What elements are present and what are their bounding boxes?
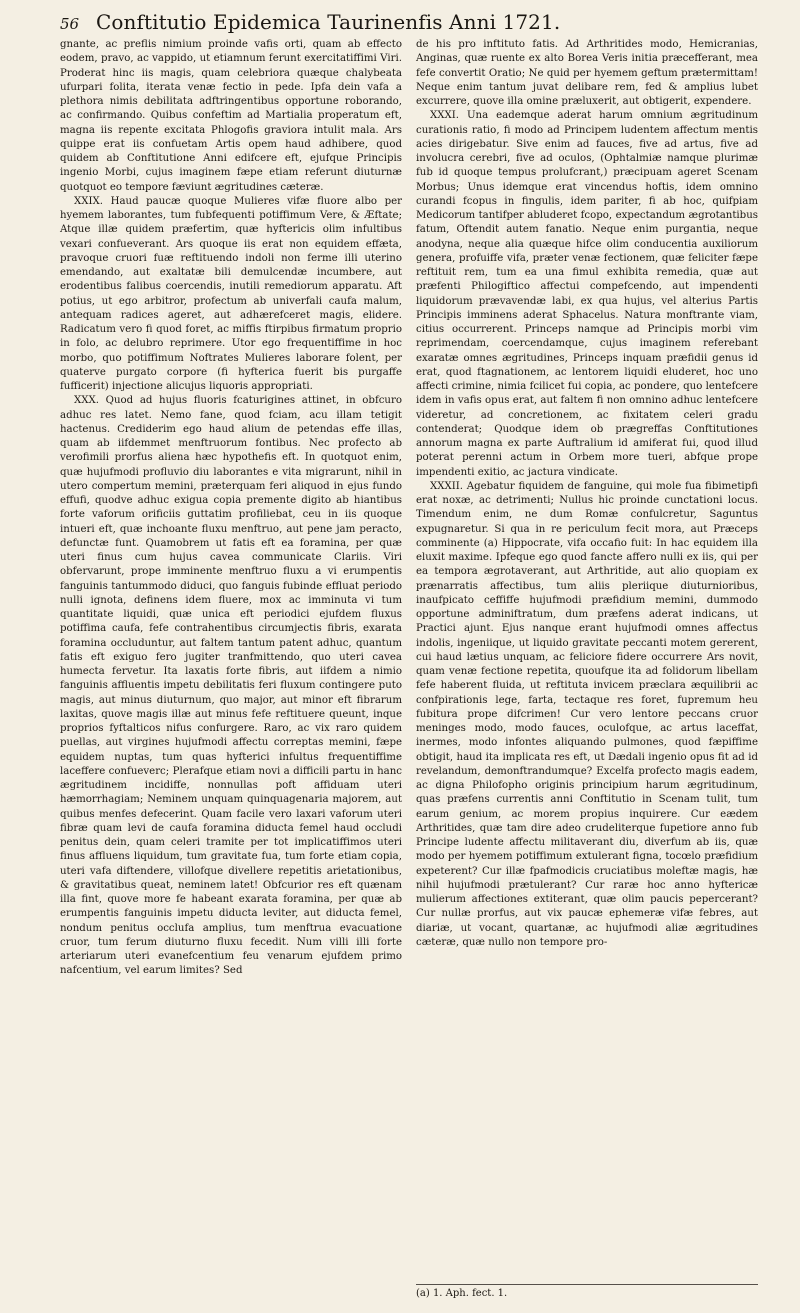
page-number: 56 — [60, 15, 80, 33]
right-column — [416, 38, 758, 950]
left-column — [60, 38, 402, 979]
paragraph-xxxii: XXXII. Agebatur fiquidem de fanguine, qui mole fua fibimetipfi erat noxæ, ac detrimenti; Nullus hic proinde cunctationi locus. Timendum enim, ne dum Romæ confulcretur, Saguntus expugnaretur. Si qua in re periculum fecit mora, aut Præceps comminente (a) Hippocrate, vifa occafio fuit: In hac equidem illa eluxit maxime. Ipfeque ego quod fancte affero nulli ex iis, qui per ea tempora ægrotaverant, aut Arthritide, aut alio quopiam ex prænarratis affectibus, tum aliis pleriique diuturnioribus, inaufpicato ceffiffe hujufmodi præfidium memini, dummodo opportune adminiftratum, dum præfens aderat indicans, ut Practici ajunt. Ejus nanque erant hujufmodi omnes affectus indolis, ingeniique, ut liquido gravitate peccanti motem gererent, cui haud lætius unquam, ac feliciore fidere occurrere Ars novit, quam venæ fectione repetita, quoufque ita ad folidorum libellam fefe haberent fluida, ut reftituta invicem præclara æquilibrii ac confpirationis lege, farta, tectaque res foret, fupremum heu fubitura prope difcrimen! Cur vero lentore peccans cruor meninges modo, modo fauces, oculofque, ac artus laceffat, inermes, modo infontes aliquando pulmones, quod fæpiffime obtigit, haud ita implicata res eft, ut Dædali ingenio opus fit ad id revelandum, demonftrandumque? Excelfa profecto magis eadem, ac digna Philofopho originis principium harum ægritudinum, quas præfens currentis anni Conftitutio in Scenam tulit, tum earum genium, ac morem propius inquirere. Cur eædem Arthritides, quæ tam dire adeo crudeliterque fupetiore anno fub Principe ludente affectu militaverant diu, diverfum ab iis, quæ modo per hyemem potiffimum extulerant figna, tocœlo præfidium expeterent? Cur illæ fpafmodicis cruciatibus moleftæ magis, hæ nihil hujufmodi prætulerant? Cur raræ hoc anno hyftericæ mulierum affectiones extiterant, quæ olim paucis pepercerant? Cur nullæ prorfus, aut vix paucæ ephemeræ vifæ febres, aut diariæ, ut vocant, quartanæ, ac hujufmodi aliæ ægritudines cæteræ, quæ nullo non tempore pro- — [416, 480, 758, 948]
running-title: Conftitutio Epidemica Taurinenfis Anni 1721. — [96, 10, 561, 34]
page-header — [60, 10, 760, 40]
paragraph-xxx: XXX. Quod ad hujus fluoris fcaturigines attinet, in obfcuro adhuc res latet. Nemo fane, quod fciam, acu illam tetigit hactenus. Crediderim ego haud alium de petendas effe illas, quam ab iifdemmet menftruorum fontibus. Nec profecto ab verofimili prorfus aliena hæc hypothefis eft. In quotquot enim, quæ hujufmodi profluvio diu laborantes e vita migrarunt, nihil in utero compertum memini, præterquam feri aliquod in ejus fundo effufi, quodve adhuc exigua copia premente digito ab hiantibus forte vaforum orificiis guttatim profiliebat, ceu in iis quoque intueri eft, quæ inchoante fluxu menftruo, aut pene jam peracto, defunctæ funt. Quamobrem ut fatis eft ea foramina, per quæ uteri finus cum hujus cavea communicate Clariis. Viri obfervarunt, prope imminente menftruo fluxu a vi erumpentis fanguinis tantummodo diduci, quo fanguis fubinde effluat periodo nulli ignota, definens idem fluere, mox ac imminuta vi tum quantitate liquidi, quæ unica eft periodici ejufdem fluxus potiffima caufa, fefe contrahentibus circumjectis fibris, exarata foramina occluduntur, aut faltem tantum patent adhuc, quantum fatis eft exiguo fero jugiter tranfmittendo, quo uteri cavea humecta fervetur. Ita laxatis forte fibris, aut iifdem a nimio fanguinis affluentis impetu debilitatis feri fluxum contingere puto magis, aut minus diuturnum, quo major, aut minor eft fibrarum laxitas, quove magis illæ aut minus fefe reftituere queunt, inque proprios fyftalticos nifus confurgere. Raro, ac vix raro quidem puellas, aut virgines hujufmodi affectu correptas memini, fæpe equidem nuptas, tum quas hyfterici infultus frequentiffime laceffere confueverc; Plerafque etiam novi a difficili partu in hanc ægritudinem incidiffe, nonnullas poft affiduam uteri hæmorrhagiam; Neminem unquam quinquagenaria majorem, aut quibus menfes defecerint. Quam facile vero laxari vaforum uteri fibræ quam levi de caufa foramina diducta femel haud occludi penitus dein, quam celeri tramite per tot implicatiffimos uteri finus affluens liquidum, tum gravitate fua, tum forte etiam copia, uteri vafa diftendere, villofque divellere repetitis arietationibus, & gravitatibus queat, neminem latet! Obfcurior res eft quænam illa fint, quove more fe habeant exarata foramina, per quæ ab erumpentis fanguinis impetu diducta leviter, aut diducta femel, nondum penitus occlufa amplius, tum menftrua evacuatione cruor, tum ferum diuturno fluxu fecedit. Num villi illi forte arteriarum uteri evanefcentium feu venarum ejufdem primo nafcentium, vel earum limites? Sed — [60, 395, 402, 977]
footnote: (a) 1. Aph. fect. 1. — [416, 1288, 508, 1299]
paragraph-xxviii-end: gnante, ac preflis nimium proinde vafis orti, quam ab effecto eodem, pravo, ac vappido, ut etiamnum ferunt exercitatiffimi Viri. Proderat hinc iis magis, quam celebriora quæque chalybeata ufurpari folita, iterata venæ fectio in pede. Ipfa dein vafa a plethora nimis debilitata adftringentibus opportune roborando, ac confirmando. Quibus confeftim ad Martialia properatum eft, magna iis repente excitata Phlogofis graviora intulit mala. Ars quippe erat iis confuetam Artis opem haud adhibere, quod quidem ab Conftitutione Anni edifcere eft, ejufque Principis ingenio Morbi, cujus imaginem fæpe etiam referunt diuturnæ quotquot eo tempore fæviunt ægritudines cæteræ. — [60, 39, 402, 193]
paragraph-xxix: XXIX. Haud paucæ quoque Mulieres vifæ fluore albo per hyemem laborantes, tum fubfequenti potiffimum Vere, & Æftate; Atque illæ quidem præfertim, quæ hyftericis olim infultibus vexari confueverant. Ars quoque iis erat non equidem effæta, pravoque cruori fuæ reftituendo indoli non ferme illi uterino emendando, aut exaltatæ bili demulcendæ incumbere, aut erodentibus falibus coercendis, inutili remediorum apparatu. Aft potius, ut ego arbitror, profectum ab univerfali caufa malum, antequam radices ageret, aut adhærefceret magis, elidere. Radicatum vero fi quod foret, ac miffis ftirpibus firmatum proprio in folo, ac delubro reprimere. Utor ego frequentiffime in hoc morbo, quo potiffimum Noftrates Mulieres laborare folent, per quaterve purgato corpore (fi hyfterica fuerit bis purgaffe fufficerit) injectione alicujus liquoris appropriati. — [60, 195, 402, 392]
paragraph-xxxi: XXXI. Una eademque aderat harum omnium ægritudinum curationis ratio, fi modo ad Principem ludentem affectum mentis acies dirigebatur. Sive enim ad fauces, five ad artus, five ad involucra cerebri, five ad oculos, (Ophtalmiæ namque plurimæ fub id quoque tempus prolufcrant,) præcipuam ageret Scenam Morbus; Unus idemque erat vincendus hoftis, idem omnino curandi fcopus in fingulis, idem pariter, fi ab hoc, quifpiam Medicorum tantifper abluderet fcopo, expectandum ægrotantibus fatum, Oftendit autem fanatio. Neque enim purgantia, neque anodyna, neque alia quæque hifce olim conducentia auxiliorum genera, profuiffe vifa, præter venæ fectionem, quæ feliciter fæpe reftituit rem, tum ea una fimul exhibita remedia, quæ aut præfenti Philogiftico affectui compefcendo, aut impendenti liquidorum prævavendæ labi, ex qua hujus, vel alterius Partis Principis imminens aderat Sphacelus. Natura monftrante viam, citius occurrerent. Princeps namque ad Principis morbi vim reprimendam, coercendamque, cujus imaginem referebant exaratæ omnes ægritudines, Princeps inquam præfidii genus id erat, quod ftagnationem, ac lentorem liquidi eluderet, hoc uno affecti crimine, nimia fcilicet fui copia, ac pondere, quo lentefcere idem in vafis opus erat, aut faltem fi non omnino adhuc lentefcere videretur, ad concretionem, ac fixitatem celeri gradu contenderat; Quodque idem ob prægreffas Conftitutiones annorum magna ex parte Auftralium id amiferat fui, quod illud poterat perenni actum in Orbem more tueri, abfque prope impendenti exitio, ac jactura vindicate. — [416, 110, 758, 478]
paragraph-xxx-end: de his pro inftituto fatis. Ad Arthritides modo, Hemicranias, Anginas, quæ ruente ex alto Borea Veris initia præcefferant, mea fefe convertit Oratio; Ne quid per hyemem geftum prætermittam! Neque enim tantum juvat delibare rem, fed & amplius lubet excurrere, quove illa omine præluxerit, aut obtigerit, expendere. — [416, 39, 758, 107]
footnote-divider — [416, 1284, 758, 1285]
